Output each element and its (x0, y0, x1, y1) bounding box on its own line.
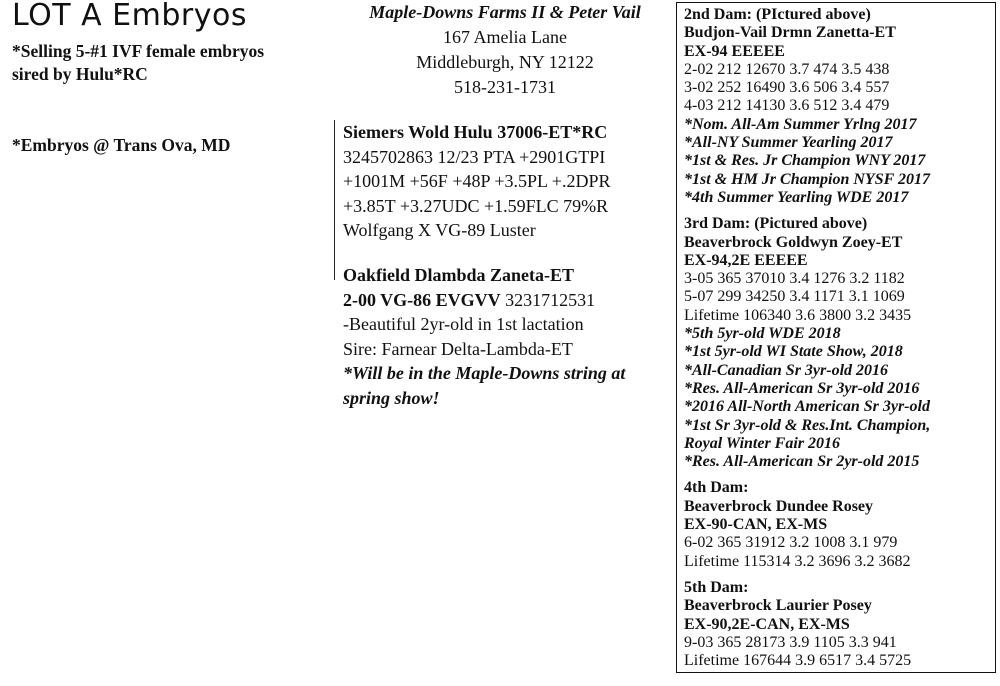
third-dam-section (684, 215, 995, 471)
achievement: Royal Winter Fair 2016 (684, 434, 841, 452)
third-dam-class: EX-94,2E EEEEE (684, 251, 808, 269)
achievement: *1st & HM Jr Champion NYSF 2017 (684, 170, 930, 188)
production-record: 9-03 365 28173 3.9 1105 3.3 941 (684, 633, 897, 651)
second-dam-class: EX-94 EEEEE (684, 42, 785, 60)
achievement: *2016 All-North American Sr 3yr-old (684, 398, 930, 416)
second-dam-name: Budjon-Vail Drmn Zanetta-ET (684, 24, 896, 42)
dam-classification: 2-00 VG-86 EVGVV (343, 289, 501, 310)
selling-description (12, 40, 332, 86)
achievement: *Res. All-American Sr 3yr-old 2016 (684, 379, 920, 397)
fifth-dam-class: EX-90,2E-CAN, EX-MS (684, 615, 850, 633)
dam-note: *Will be in the Maple-Downs string at (343, 363, 626, 383)
dam-block (343, 263, 673, 410)
fourth-dam-name: Beaverbrock Dundee Rosey (684, 497, 874, 515)
pedigree-box (676, 2, 996, 673)
second-dam-section (684, 6, 995, 207)
consignor-block (340, 0, 670, 100)
production-record: Lifetime 167644 3.9 6517 3.4 5725 (684, 652, 912, 670)
production-record: 4-03 212 14130 3.6 512 3.4 479 (684, 97, 890, 115)
achievement: *1st 5yr-old WI State Show, 2018 (684, 343, 903, 361)
consignor-city: Middleburgh, NY 12122 (416, 52, 594, 72)
second-dam-header: 2nd Dam: (PIctured above) (684, 6, 871, 23)
achievement: *All-Canadian Sr 3yr-old 2016 (684, 361, 889, 379)
production-record: 5-07 299 34250 3.4 1171 3.1 1069 (684, 288, 905, 306)
production-record: 3-02 252 16490 3.6 506 3.4 557 (684, 79, 890, 97)
dam-sire: Sire: Farnear Delta-Lambda-ET (343, 338, 573, 359)
production-record: Lifetime 115314 3.2 3696 3.2 3682 (684, 552, 911, 570)
sire-line: +1001M +56F +48P +3.5PL +.2DPR (343, 171, 611, 191)
achievement: *Nom. All-Am Summer Yrlng 2017 (684, 115, 917, 133)
production-record: Lifetime 106340 3.6 3800 3.2 3435 (684, 306, 912, 324)
consignor-street: 167 Amelia Lane (443, 27, 567, 47)
achievement: *5th 5yr-old WDE 2018 (684, 325, 841, 343)
production-record: 3-05 365 37010 3.4 1276 3.2 1182 (684, 270, 905, 288)
dam-class-line (343, 288, 673, 313)
dam-note: spring show! (343, 387, 440, 408)
embryo-location: *Embryos @ Trans Ova, MD (12, 135, 231, 155)
dam-registration: 3231712531 (505, 289, 596, 310)
dam-name: Oakfield Dlambda Zaneta-ET (343, 265, 575, 285)
production-record: 6-02 365 31912 3.2 1008 3.1 979 (684, 534, 898, 552)
lot-title: LOT A Embryos (12, 0, 247, 33)
sire-block (343, 120, 673, 243)
fifth-dam-name: Beaverbrock Laurier Posey (684, 597, 872, 615)
production-record: 2-02 212 12670 3.7 474 3.5 438 (684, 60, 890, 78)
dam-description: -Beautiful 2yr-old in 1st lactation (343, 314, 584, 334)
sire-line: Wolfgang X VG-89 Luster (343, 220, 536, 240)
third-dam-name: Beaverbrock Goldwyn Zoey-ET (684, 233, 903, 251)
sire-line: 3245702863 12/23 PTA +2901GTPI (343, 146, 606, 167)
achievement: *Res. All-American Sr 2yr-old 2015 (684, 453, 920, 471)
fourth-dam-class: EX-90-CAN, EX-MS (684, 516, 828, 534)
achievement: *All-NY Summer Yearling 2017 (684, 134, 893, 152)
selling-line: sired by Hulu*RC (12, 64, 148, 84)
sire-divider (334, 120, 335, 280)
consignor-name: Maple-Downs Farms II & Peter Vail (369, 2, 641, 22)
third-dam-header: 3rd Dam: (Pictured above) (684, 215, 868, 233)
fourth-dam-header: 4th Dam: (684, 479, 749, 497)
achievement: *1st Sr 3yr-old & Res.Int. Champion, (684, 416, 931, 434)
selling-line: *Selling 5-#1 IVF female embryos (12, 41, 265, 61)
sire-name: Siemers Wold Hulu 37006-ET*RC (343, 122, 608, 142)
consignor-phone: 518-231-1731 (454, 77, 556, 97)
fifth-dam-header: 5th Dam: (684, 578, 749, 596)
sire-line: +3.85T +3.27UDC +1.59FLC 79%R (343, 195, 609, 216)
fourth-dam-section (684, 479, 995, 570)
achievement: *1st & Res. Jr Champion WNY 2017 (684, 152, 926, 170)
achievement: *4th Summer Yearling WDE 2017 (684, 188, 909, 206)
fifth-dam-section (684, 579, 995, 670)
